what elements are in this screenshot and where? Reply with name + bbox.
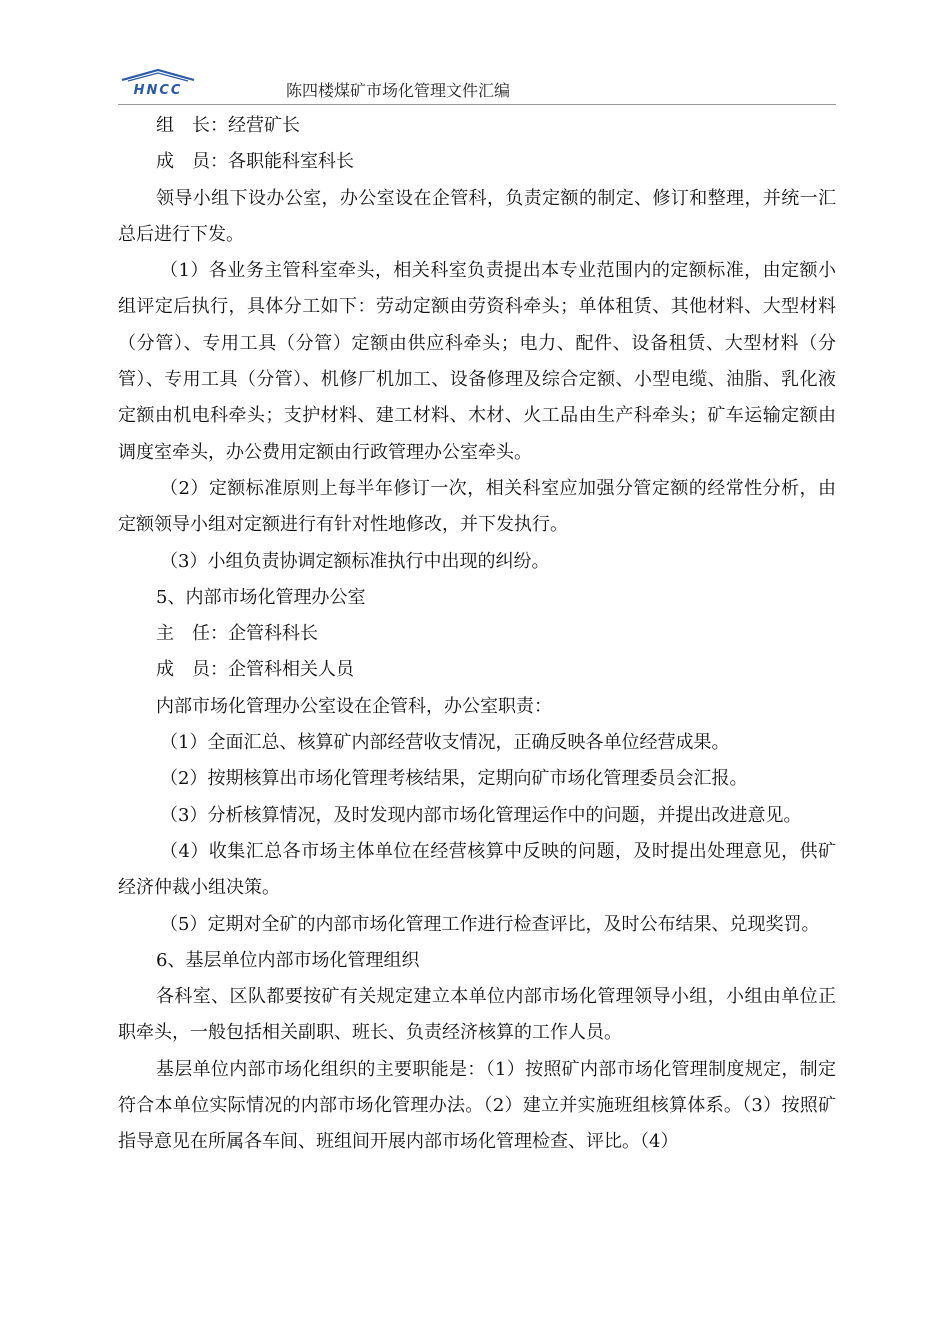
page-body [118, 108, 836, 1161]
paragraph-unit-functions: 基层单位内部市场化组织的主要职能是：（1）按照矿内部市场化管理制度规定，制定符合本单位实际情况的内部市场化管理办法。（2）建立并实施班组核算体系。（3）按照矿指导意见在所属各车间、班组间开展内部市场化管理检查、评比。（4） [118, 1058, 836, 1153]
paragraph-director: 主 任：企管科科长 [156, 623, 318, 645]
logo-text: HNCC [133, 83, 183, 98]
paragraph-item-1-division: （1）各业务主管科室牵头，相关科室负责提出本专业范围内的定额标准，由定额小组评定后执行，具体分工如下：劳动定额由劳资科牵头；单体租赁、其他材料、大型材料（分管）、专用工具（分管）定额由供应科牵头；电力、配件、设备租赁、大型材料（分管）、专用工具（分管）、机修厂机加工、设备修理及综合定额、小型电缆、油脂、乳化液定额由机电科牵头；支护材料、建工材料、木材、火工品由生产科牵头；矿车运输定额由调度室牵头，办公费用定额由行政管理办公室牵头。 [118, 260, 836, 463]
paragraph-item-2-revision: （2）定额标准原则上每半年修订一次，相关科室应加强分管定额的经常性分析，由定额领导小组对定额进行有针对性地修改，并下发执行。 [118, 477, 836, 536]
paragraph-duty-3: （3）分析核算情况，及时发现内部市场化管理运作中的问题，并提出改进意见。 [160, 804, 802, 826]
paragraph-unit-groups: 各科室、区队都要按矿有关规定建立本单位内部市场化管理领导小组，小组由单位正职牵头，一般包括相关副职、班长、负责经济核算的工作人员。 [118, 986, 836, 1044]
paragraph-duty-4: （4）收集汇总各市场主体单位在经营核算中反映的问题，及时提出处理意见，供矿经济仲裁小组决策。 [118, 840, 836, 899]
paragraph-office-setup: 领导小组下设办公室，办公室设在企管科，负责定额的制定、修订和整理，并统一汇总后进行下发。 [118, 187, 836, 245]
paragraph-office-members: 成 员：企管科相关人员 [156, 659, 354, 681]
section-heading-6: 6、基层单位内部市场化管理组织 [156, 949, 420, 971]
paragraph-office-duties-intro: 内部市场化管理办公室设在企管科，办公室职责： [156, 695, 552, 717]
paragraph-members: 成 员：各职能科室科长 [156, 151, 354, 173]
paragraph-duty-1: （1）全面汇总、核算矿内部经营收支情况，正确反映各单位经营成果。 [160, 732, 730, 754]
paragraph-duty-5: （5）定期对全矿的内部市场化管理工作进行检查评比，及时公布结果、兑现奖罚。 [160, 913, 820, 935]
hncc-logo [118, 68, 198, 98]
paragraph-duty-2: （2）按期核算出市场化管理考核结果，定期向矿市场化管理委员会汇报。 [160, 768, 748, 790]
page-header [118, 62, 836, 105]
paragraph-group-leader: 组 长：经营矿长 [156, 115, 300, 136]
section-heading-5: 5、内部市场化管理办公室 [156, 586, 366, 608]
document-header-title: 陈四楼煤矿市场化管理文件汇编 [286, 81, 511, 100]
paragraph-item-3-disputes: （3）小组负责协调定额标准执行中出现的纠纷。 [160, 550, 550, 572]
